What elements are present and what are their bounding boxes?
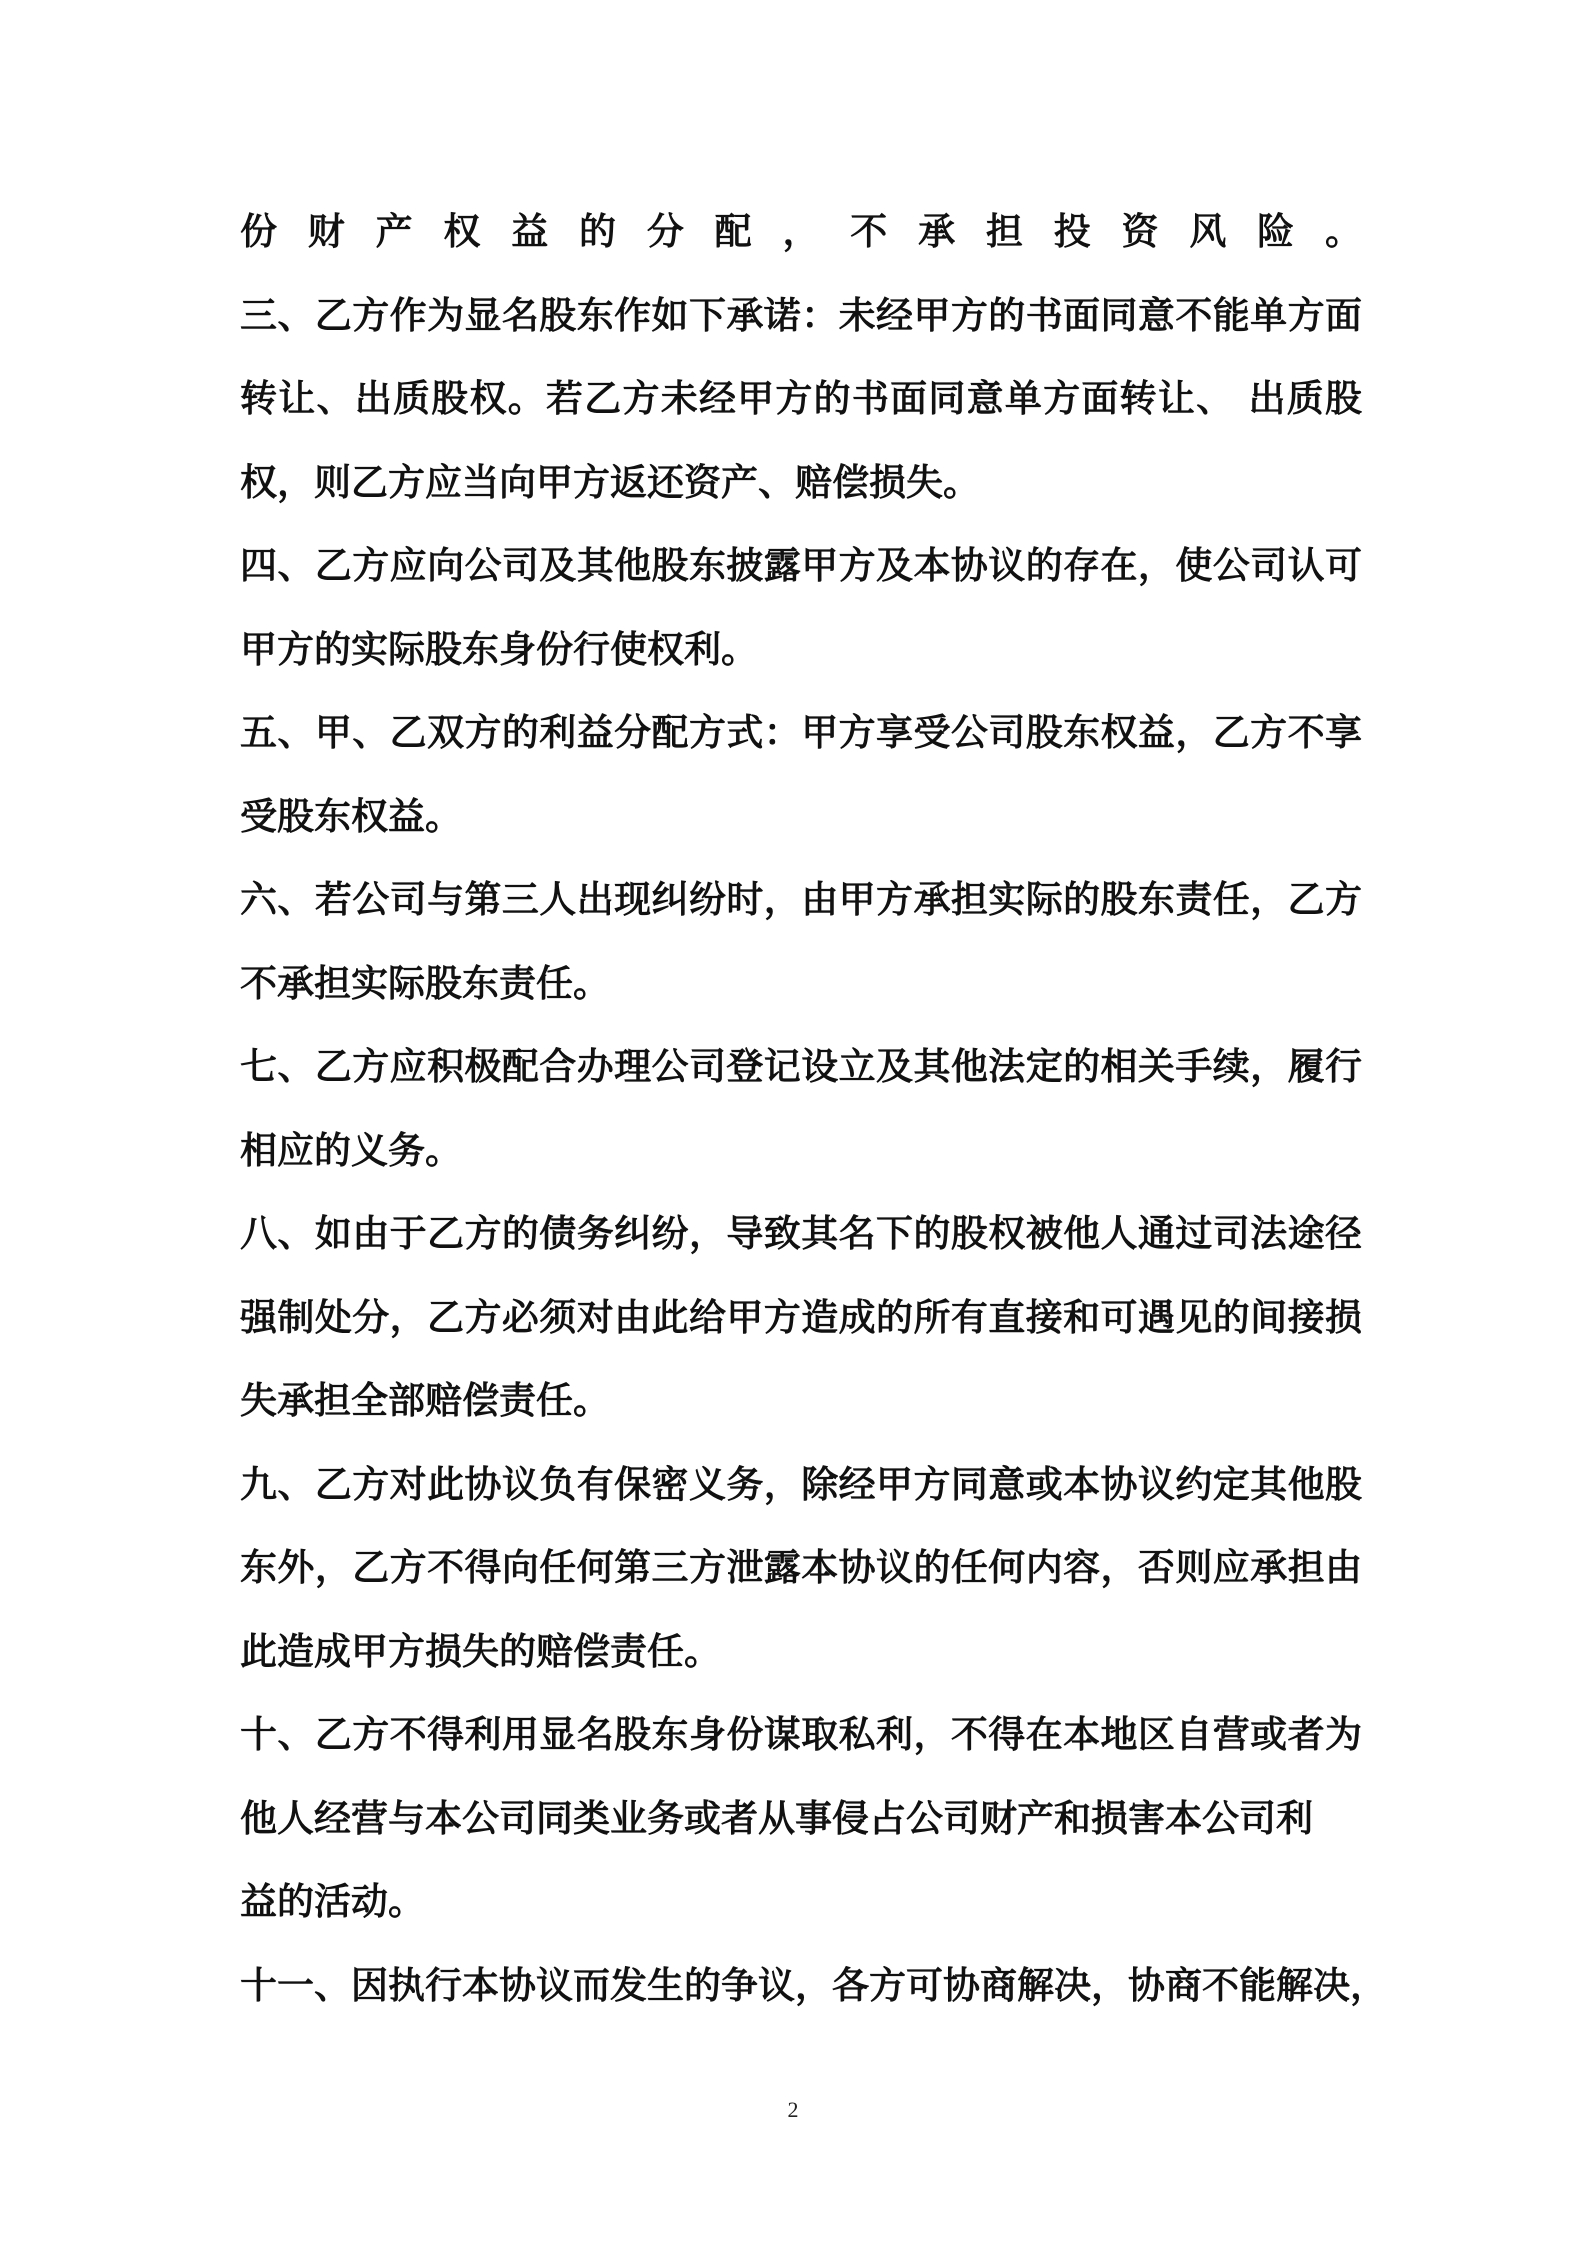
text-line: 不承担实际股东责任。 [240, 961, 610, 1005]
text-line: 五、甲、乙双方的利益分配方式：甲方享受公司股东权益，乙方不享 [240, 711, 1362, 754]
text-line: 权，则乙方应当向甲方返还资产、赔偿损失。 [240, 460, 980, 504]
page-number: 2 [787, 2097, 799, 2122]
text-line: 转让、出质股权。若乙方未经甲方的书面同意单方面转让、 出质股 [240, 377, 1362, 420]
text-line: 八、如由于乙方的债务纠纷，导致其名下的股权被他人通过司法途径 [240, 1212, 1362, 1255]
text-line: 九、乙方对此协议负有保密义务，除经甲方同意或本协议约定其他股 [240, 1462, 1362, 1506]
text-line: 四、乙方应向公司及其他股东披露甲方及本协议的存在，使公司认可 [240, 544, 1362, 587]
agreement-text [240, 190, 1387, 2027]
text-line: 受股东权益。 [240, 794, 462, 838]
text-line: 十一、因执行本协议而发生的争议，各方可协商解决，协商不能解决， [240, 1963, 1387, 2007]
text-line: 强制处分，乙方必须对由此给甲方造成的所有直接和可遇见的间接损 [240, 1295, 1362, 1339]
text-line: 他人经营与本公司同类业务或者从事侵占公司财产和损害本公司利 [240, 1796, 1313, 1840]
text-line: 十、乙方不得利用显名股东身份谋取私利，不得在本地区自营或者为 [240, 1713, 1362, 1756]
text-line: 甲方的实际股东身份行使权利。 [240, 627, 758, 671]
text-line: 东外，乙方不得向任何第三方泄露本协议的任何内容，否则应承担由 [240, 1546, 1362, 1589]
text-line: 六、若公司与第三人出现纠纷时，由甲方承担实际的股东责任，乙方 [240, 878, 1362, 921]
text-line: 益的活动。 [240, 1880, 425, 1923]
text-line: 七、乙方应积极配合办理公司登记设立及其他法定的相关手续，履行 [240, 1045, 1362, 1088]
text-line: 此造成甲方损失的赔偿责任。 [240, 1629, 721, 1673]
text-line: 失承担全部赔偿责任。 [240, 1379, 610, 1422]
text-line: 相应的义务。 [240, 1128, 462, 1172]
text-line: 三、乙方作为显名股东作如下承诺：未经甲方的书面同意不能单方面 [240, 293, 1362, 337]
text-line: 份财产权益的分配，不承担投资风险。 [240, 210, 1362, 253]
